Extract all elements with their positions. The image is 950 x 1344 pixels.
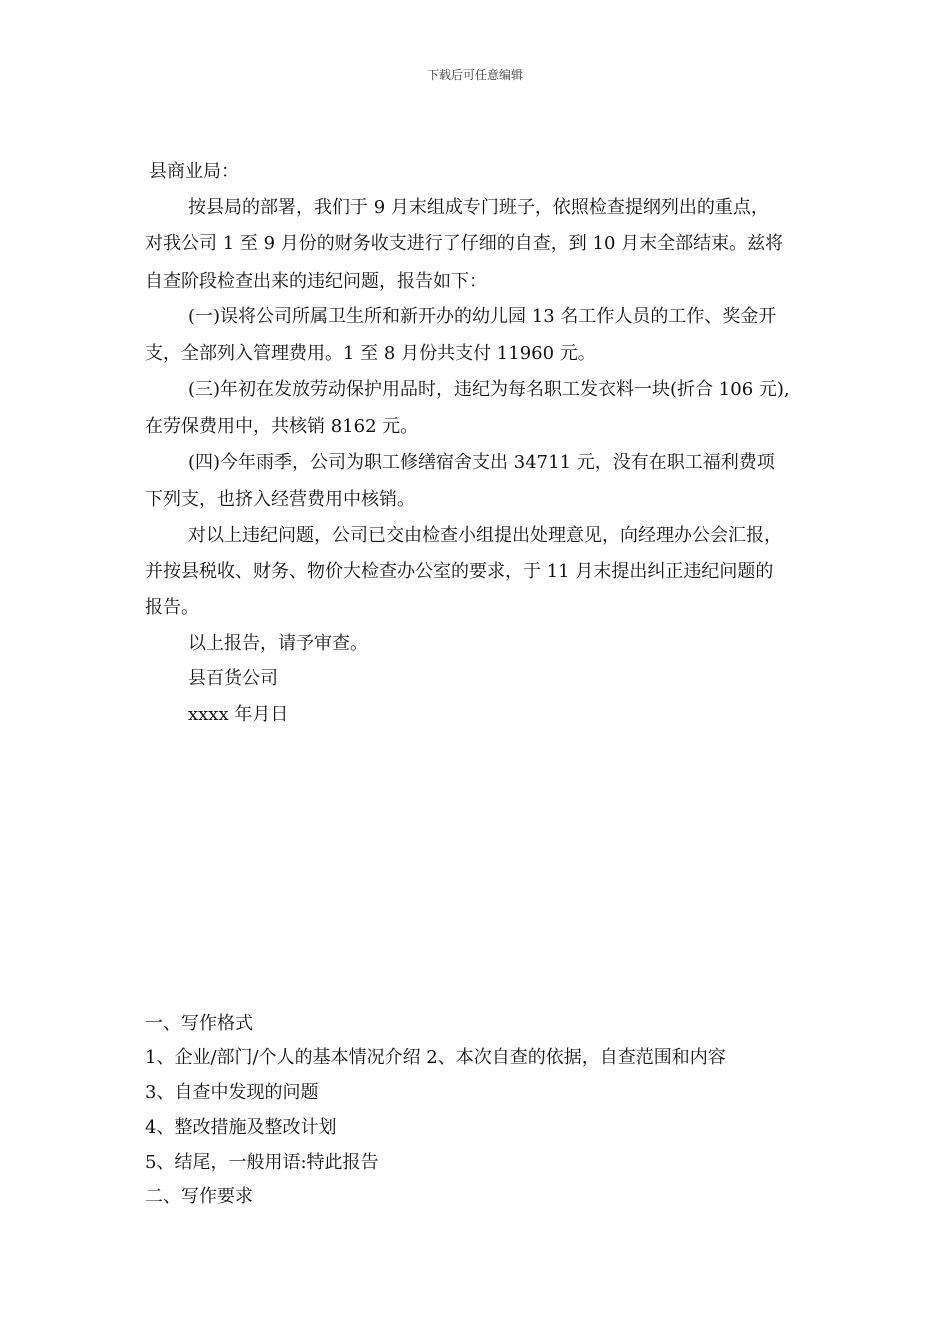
paragraph-line: 对以上违纪问题，公司已交由检查小组提出处理意见，向经理办公会汇报， xyxy=(188,525,782,546)
closing-line: 以上报告，请予审查。 xyxy=(188,633,368,654)
paragraph-line: 并按县税收、财务、物价大检查办公室的要求，于 11 月末提出纠正违纪问题的 xyxy=(145,561,774,582)
paragraph-line: 支，全部列入管理费用。1 至 8 月份共支付 11960 元。 xyxy=(145,343,596,364)
guide-item: 5、结尾，一般用语:特此报告 xyxy=(145,1152,379,1173)
signature-date: xxxx 年月日 xyxy=(188,704,289,725)
paragraph-line: (四)今年雨季，公司为职工修缮宿舍支出 34711 元，没有在职工福利费项 xyxy=(188,452,775,473)
paragraph-line: 自查阶段检查出来的违纪问题，报告如下： xyxy=(145,271,487,292)
paragraph-line: 报告。 xyxy=(145,597,199,618)
signature-company: 县百货公司 xyxy=(188,668,278,689)
paragraph-line: 对我公司 1 至 9 月份的财务收支进行了仔细的自查，到 10 月末全部结束。兹将 xyxy=(145,233,784,254)
guide-heading: 一、写作格式 xyxy=(145,1013,253,1034)
guide-heading: 二、写作要求 xyxy=(145,1186,253,1207)
paragraph-line: 下列支，也挤入经营费用中核销。 xyxy=(145,489,415,510)
salutation: 县商业局： xyxy=(149,161,239,182)
download-note: 下载后可任意编辑 xyxy=(426,68,523,82)
paragraph-line: (三)年初在发放劳动保护用品时，违纪为每名职工发衣料一块(折合 106 元), xyxy=(188,379,790,400)
paragraph-line: (一)误将公司所属卫生所和新开办的幼儿园 13 名工作人员的工作、奖金开 xyxy=(188,306,777,327)
paragraph-line: 在劳保费用中，共核销 8162 元。 xyxy=(145,416,419,437)
guide-item: 4、整改措施及整改计划 xyxy=(145,1117,337,1138)
paragraph-line: 按县局的部署，我们于 9 月末组成专门班子，依照检查提纲列出的重点， xyxy=(188,197,769,218)
guide-item: 1、企业/部门/个人的基本情况介绍 2、本次自查的依据，自查范围和内容 xyxy=(145,1047,726,1068)
guide-item: 3、自查中发现的问题 xyxy=(145,1082,319,1103)
